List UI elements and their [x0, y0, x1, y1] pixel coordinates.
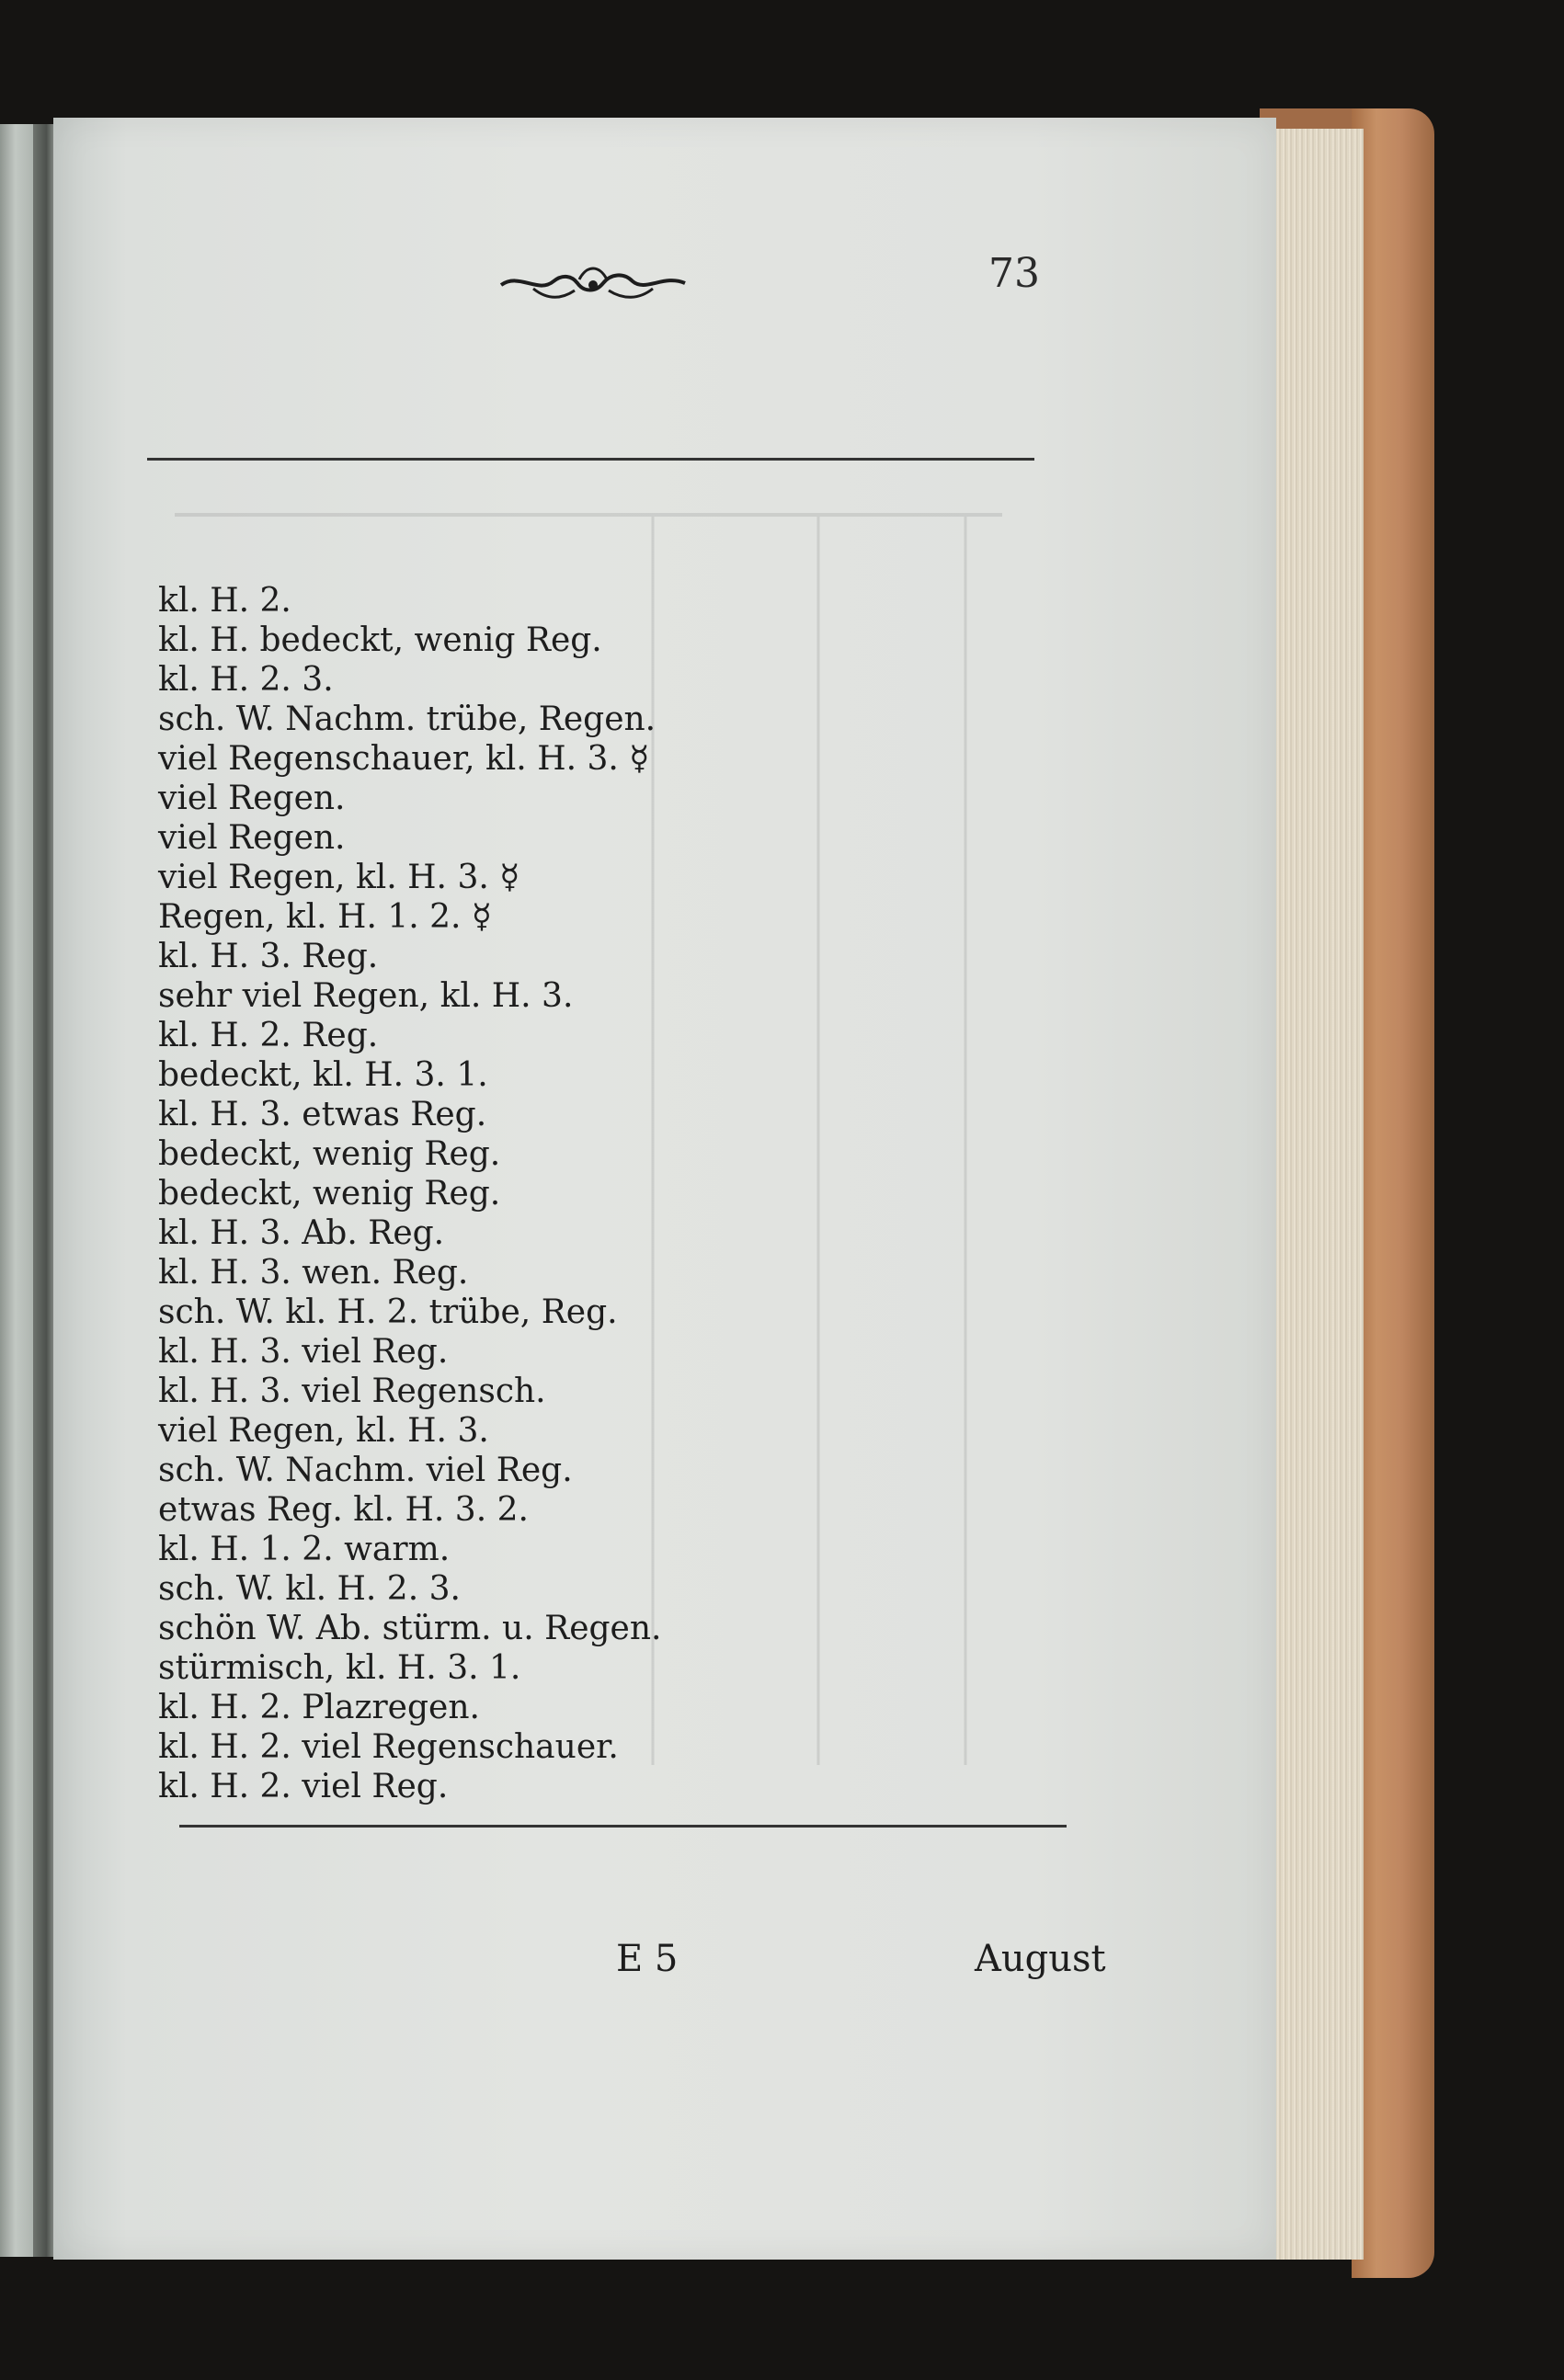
catchword: August — [975, 1938, 1106, 1980]
entry-line: bedeckt, wenig Reg. — [158, 1175, 501, 1213]
bottom-rule — [179, 1825, 1067, 1828]
entry-line: kl. H. 3. Ab. Reg. — [158, 1214, 445, 1252]
entry-line: stürmisch, kl. H. 3. 1. — [158, 1649, 521, 1687]
page-number: 73 — [988, 250, 1040, 297]
book-binding — [1352, 108, 1434, 2278]
entry-line: kl. H. 3. viel Regensch. — [158, 1372, 546, 1410]
entry-line: sch. W. kl. H. 2. trübe, Reg. — [158, 1293, 618, 1331]
entry-line: bedeckt, kl. H. 3. 1. — [158, 1056, 488, 1094]
entry-line: kl. H. 3. Reg. — [158, 938, 379, 975]
entry-line: bedeckt, wenig Reg. — [158, 1135, 501, 1173]
top-rule — [147, 458, 1034, 461]
entry-line: kl. H. 2. viel Reg. — [158, 1768, 449, 1805]
entry-line: sch. W. Nachm. viel Reg. — [158, 1452, 573, 1489]
entry-line: kl. H. 3. etwas Reg. — [158, 1096, 487, 1133]
entry-line: schön W. Ab. stürm. u. Regen. — [158, 1610, 662, 1647]
book-gutter — [33, 124, 55, 2257]
entry-line: etwas Reg. kl. H. 3. 2. — [158, 1491, 529, 1529]
entry-line: sehr viel Regen, kl. H. 3. — [158, 977, 574, 1015]
entry-line: sch. W. kl. H. 2. 3. — [158, 1570, 461, 1608]
page-stack-edge — [1276, 129, 1364, 2260]
signature-mark: E 5 — [616, 1938, 679, 1980]
entry-line: Regen, kl. H. 1. 2. ☿ — [158, 898, 493, 936]
entry-line: viel Regen. — [158, 819, 346, 857]
entry-line: viel Regen. — [158, 780, 346, 817]
entry-line: viel Regen, kl. H. 3. ☿ — [158, 859, 520, 896]
entry-line: kl. H. 2. Plazregen. — [158, 1689, 480, 1726]
entry-line: viel Regenschauer, kl. H. 3. ☿ — [158, 740, 650, 778]
entry-line: kl. H. 3. viel Reg. — [158, 1333, 449, 1371]
entry-line: kl. H. 2. — [158, 582, 291, 620]
entry-line: kl. H. 2. Reg. — [158, 1017, 379, 1054]
entry-line: kl. H. 2. viel Regenschauer. — [158, 1728, 619, 1766]
weather-entries — [158, 581, 1096, 1806]
entry-line: kl. H. 1. 2. warm. — [158, 1531, 451, 1568]
entry-line: kl. H. 3. wen. Reg. — [158, 1254, 469, 1292]
ornament-icon — [497, 256, 690, 311]
entry-line: sch. W. Nachm. trübe, Regen. — [158, 700, 656, 738]
entry-line: viel Regen, kl. H. 3. — [158, 1412, 489, 1450]
entry-line: kl. H. bedeckt, wenig Reg. — [158, 621, 602, 659]
entry-line: kl. H. 2. 3. — [158, 661, 334, 699]
